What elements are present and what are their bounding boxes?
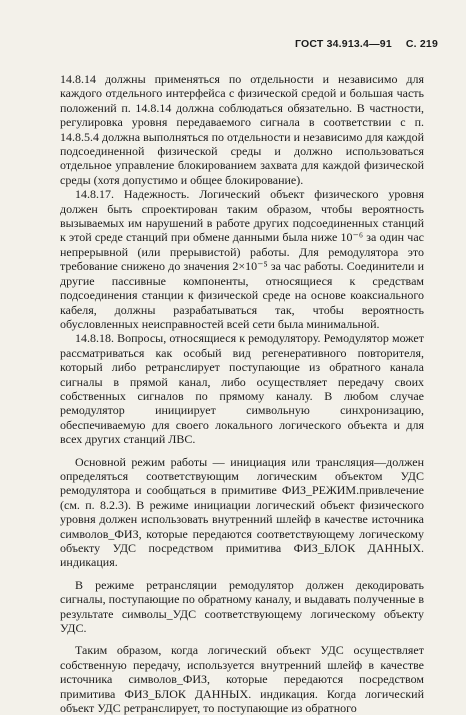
paragraph-14-8-17-reliability: 14.8.17. Надежность. Логический объект физического уровня должен быть спроектирован таким образом, чтобы вероятность вызываемых им нарушений в работе других подсоединенных станций к этой среде станций при обмене данными была ниже 10⁻⁶ за один час непрерывной (или прерывистой) работы. Для ремодулятора это требование снижено до значения 2×10⁻⁵ за час работы. Соединители и другие пассивные компоненты, относящиеся к средствам подсоединения станции к физической среде на основе коаксиального кабеля, должны разрабатываться так, чтобы вероятность обусловленных неисправностей всей сети была минимальной. xyxy=(60,187,424,331)
document-body xyxy=(60,72,424,715)
paragraph-relay-mode: В режиме ретрансляции ремодулятор должен декодировать сигналы, поступающие по обратному каналу, и выдавать полученные в результате символы_УДС соответствующему логическому объекту УДС. xyxy=(60,577,424,636)
paragraph-operating-mode: Основной режим работы — инициация или трансляция—должен определяться соответствующим логическим объектом УДС ремодулятора и сообщаться в примитиве ФИЗ_РЕЖИМ.привлечение (см. п. 8.2.3). В режиме инициации логический объект физического уровня должен использовать внутренний шлейф в качестве источника символов_ФИЗ, которые передаются соответствующему логическому объекту УДС посредством примитива ФИЗ_БЛОК ДАННЫХ. индикация. xyxy=(60,454,424,570)
paragraph-14-8-14-continuation: 14.8.14 должны применяться по отдельности и независимо для каждого отдельного интерфейса с физической средой и большая часть положений п. 14.8.14 должна соблюдаться обязательно. В частности, регулировка уровня передаваемого сигнала в соответствии с п. 14.8.5.4 должна выполняться по отдельности и независимо для каждой подсоединенной физической среды и должно использоваться отдельное управление блокированием захвата для каждой физической среды (хотя допустимо и общее блокирование). xyxy=(60,72,424,187)
paragraph-conclusion: Таким образом, когда логический объект УДС осуществляет собственную передачу, используется внутренний шлейф в качестве источника символов_ФИЗ, которые передаются посредством примитива ФИЗ_БЛОК ДАННЫХ. индикация. Когда логический объект УДС ретранслирует, то поступающие из обратного xyxy=(60,643,424,715)
page-number: С. 219 xyxy=(405,38,438,50)
page-header xyxy=(295,38,438,50)
paragraph-14-8-18-remodulator: 14.8.18. Вопросы, относящиеся к ремодулятору. Ремодулятор может рассматриваться как особый вид регенеративного повторителя, который либо ретранслирует поступающие из обратного канала сигналы в прямой канал, либо осуществляет передачу своих собственных сигналов по прямому каналу. В любом случае ремодулятор инициирует символьную синхронизацию, обеспечиваемую для своего локального логического объекта и для всех других станций ЛВС. xyxy=(60,331,424,447)
standard-number: ГОСТ 34.913.4—91 xyxy=(294,38,392,50)
